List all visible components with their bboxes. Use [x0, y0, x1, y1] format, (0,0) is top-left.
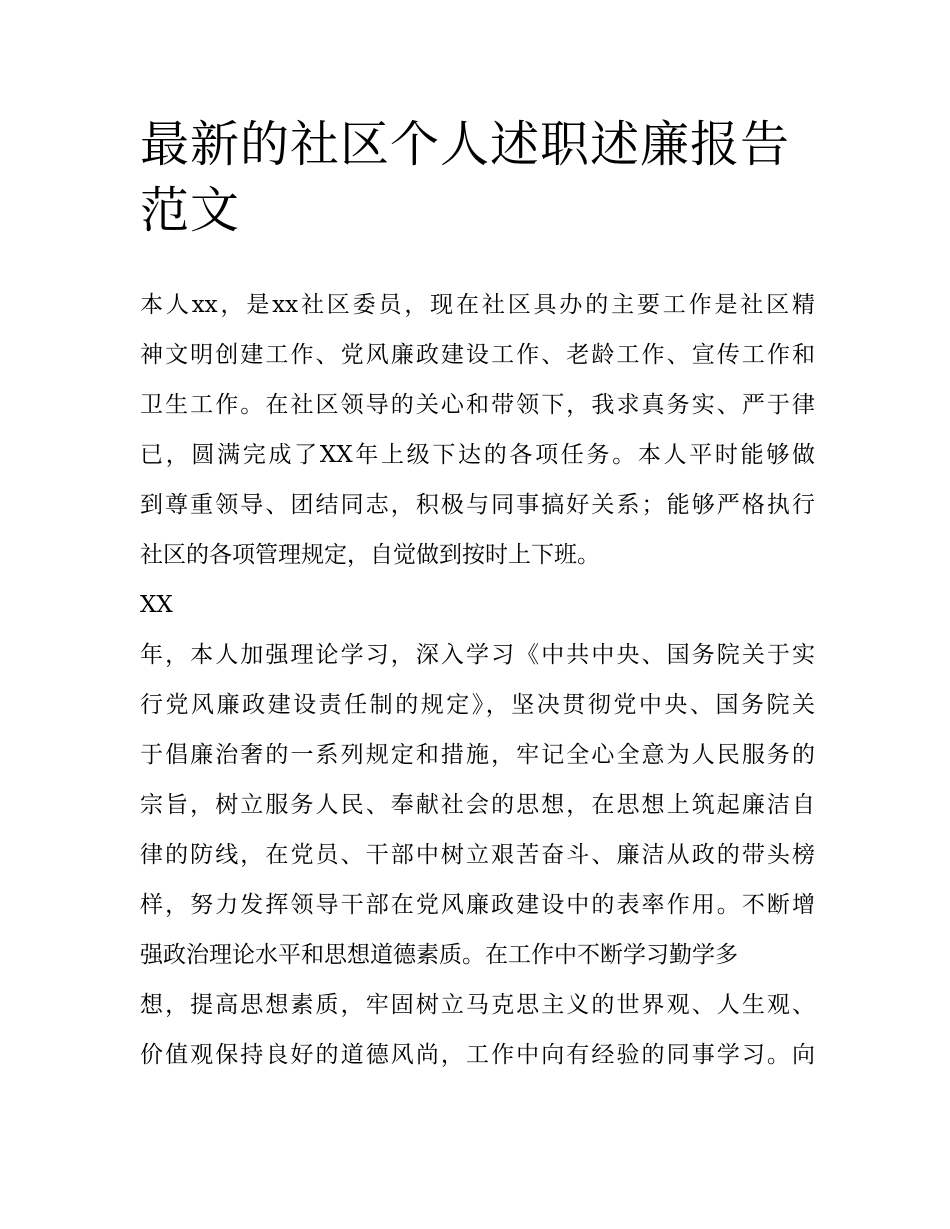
title-line-2: 范文: [140, 182, 241, 239]
paragraph-1-line: 社区的各项管理规定，自觉做到按时上下班。: [140, 542, 600, 568]
paragraph-2-line: 行党风廉政建设责任制的规定》，坚决贯彻党中央、国务院关: [140, 692, 815, 718]
paragraph-2-line: 于倡廉治奢的一系列规定和措施，牢记全心全意为人民服务的: [140, 742, 815, 768]
paragraph-2-line: 年，本人加强理论学习，深入学习《中共中央、国务院关于实: [140, 642, 815, 668]
paragraph-2-line: 强政治理论水平和思想道德素质。在工作中不断学习勤学多: [140, 942, 738, 968]
year-label: XX: [140, 592, 173, 618]
paragraph-1: [140, 280, 815, 580]
paragraph-2-line: 宗旨，树立服务人民、奉献社会的思想，在思想上筑起廉洁自: [140, 792, 815, 818]
paragraph-1-line: 到尊重领导、团结同志，积极与同事搞好关系；能够严格执行: [140, 492, 815, 518]
paragraph-1-line: 神文明创建工作、党风廉政建设工作、老龄工作、宣传工作和: [140, 342, 815, 368]
paragraph-2-line: 想，提高思想素质，牢固树立马克思主义的世界观、人生观、: [140, 992, 815, 1018]
paragraph-1-line: 已，圆满完成了XX年上级下达的各项任务。本人平时能够做: [140, 442, 815, 468]
paragraph-2-line: 价值观保持良好的道德风尚，工作中向有经验的同事学习。向: [140, 1042, 815, 1068]
paragraph-2-line: 样，努力发挥领导干部在党风廉政建设中的表率作用。不断增: [140, 892, 815, 918]
document-title: [140, 112, 815, 244]
title-block: [140, 112, 815, 244]
document-body: [140, 280, 815, 1080]
title-line-1: 最新的社区个人述职述廉报告: [140, 116, 791, 173]
paragraph-1-line: 本人xx，是xx社区委员，现在社区具办的主要工作是社区精: [140, 292, 815, 318]
paragraph-1-line: 卫生工作。在社区领导的关心和带领下，我求真务实、严于律: [140, 392, 815, 418]
paragraph-2-line: 律的防线，在党员、干部中树立艰苦奋斗、廉洁从政的带头榜: [140, 842, 815, 868]
paragraph-2: [140, 630, 815, 1080]
